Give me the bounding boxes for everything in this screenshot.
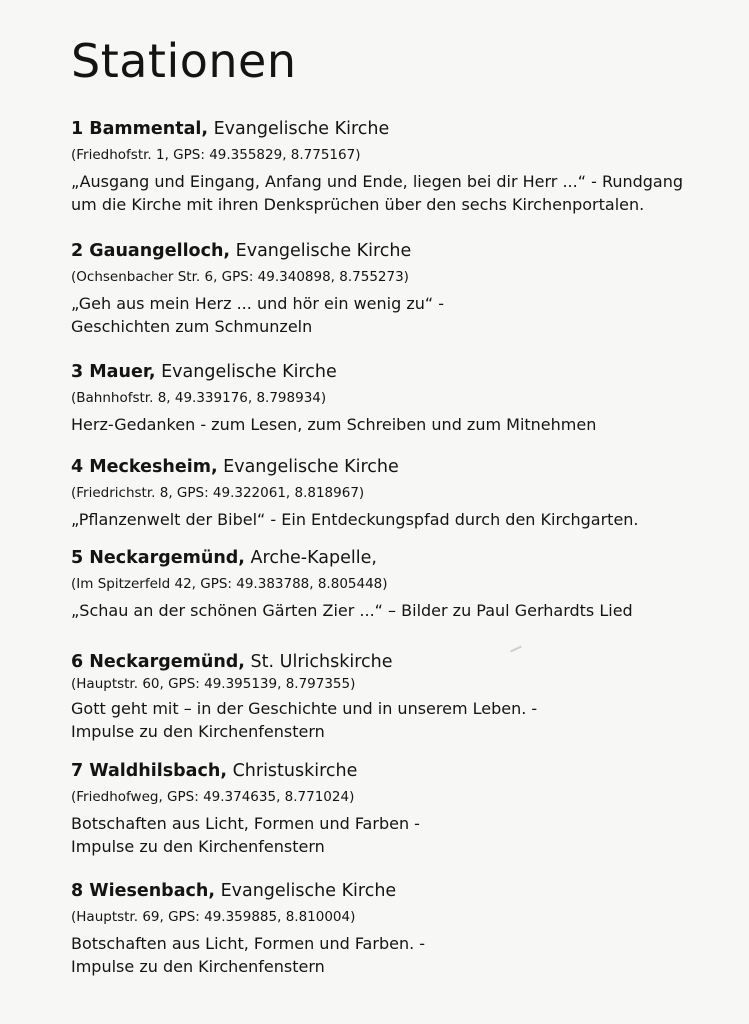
page-title: Stationen (71, 34, 297, 88)
station-church: St. Ulrichskirche (250, 652, 393, 672)
station-6 (71, 651, 719, 743)
station-church: Evangelische Kirche (161, 362, 337, 382)
station-heading (71, 456, 719, 478)
description-line: Gott geht mit – in der Geschichte und in unserem Leben. - (71, 699, 538, 718)
station-address: (Friedrichstr. 8, GPS: 49.322061, 8.818967) (71, 485, 365, 501)
station-2 (71, 240, 719, 338)
description-line: „Ausgang und Eingang, Anfang und Ende, liegen bei dir Herr ...“ - Rundgang (71, 172, 684, 191)
station-church: Arche-Kapelle, (250, 548, 377, 568)
description-line: „Schau an der schönen Gärten Zier ...“ – Bilder zu Paul Gerhardts Lied (71, 601, 633, 620)
station-address: (Hauptstr. 69, GPS: 49.359885, 8.810004) (71, 909, 356, 925)
station-heading (71, 651, 719, 673)
description-line: Impulse zu den Kirchenfenstern (71, 837, 325, 856)
description-line: „Geh aus mein Herz ... und hör ein wenig zu“ - (71, 294, 445, 313)
station-1 (71, 118, 719, 216)
station-name: 8 Wiesenbach, (71, 881, 215, 901)
station-address: (Im Spitzerfeld 42, GPS: 49.383788, 8.805448) (71, 576, 388, 592)
station-3 (71, 361, 719, 436)
station-description (71, 170, 719, 216)
description-line: Geschichten zum Schmunzeln (71, 317, 313, 336)
station-description (71, 292, 719, 338)
description-line: Impulse zu den Kirchenfenstern (71, 957, 325, 976)
station-8 (71, 880, 719, 978)
station-address: (Friedhofstr. 1, GPS: 49.355829, 8.775167) (71, 147, 361, 163)
description-line: Botschaften aus Licht, Formen und Farben - (71, 814, 420, 833)
description-line: „Pflanzenwelt der Bibel“ - Ein Entdeckungspfad durch den Kirchgarten. (71, 510, 639, 529)
station-address: (Hauptstr. 60, GPS: 49.395139, 8.797355) (71, 676, 356, 692)
station-name: 5 Neckargemünd, (71, 548, 245, 568)
station-heading (71, 760, 719, 782)
station-name: 1 Bammental, (71, 119, 209, 139)
station-address: (Bahnhofstr. 8, 49.339176, 8.798934) (71, 390, 327, 406)
description-line: um die Kirche mit ihren Denksprüchen über den sechs Kirchenportalen. (71, 195, 645, 214)
station-church: Evangelische Kirche (223, 457, 399, 477)
station-description (71, 599, 719, 622)
description-line: Herz-Gedanken - zum Lesen, zum Schreiben und zum Mitnehmen (71, 415, 597, 434)
station-description (71, 812, 719, 858)
station-description (71, 932, 719, 978)
station-5 (71, 547, 719, 622)
station-description (71, 508, 719, 531)
station-church: Evangelische Kirche (213, 119, 390, 139)
station-heading (71, 880, 719, 902)
station-name: 3 Mauer, (71, 362, 156, 382)
station-heading (71, 547, 719, 569)
description-line: Impulse zu den Kirchenfenstern (71, 722, 325, 741)
station-description (71, 413, 719, 436)
description-line: Botschaften aus Licht, Formen und Farben. - (71, 934, 426, 953)
station-name: 4 Meckesheim, (71, 457, 218, 477)
station-church: Evangelische Kirche (235, 241, 412, 261)
station-description (71, 697, 719, 743)
station-church: Christuskirche (232, 761, 358, 781)
station-name: 6 Neckargemünd, (71, 652, 245, 672)
station-name: 2 Gauangelloch, (71, 241, 231, 261)
station-heading (71, 361, 719, 383)
station-heading (71, 240, 719, 262)
station-7 (71, 760, 719, 858)
station-name: 7 Waldhilsbach, (71, 761, 227, 781)
station-heading (71, 118, 719, 140)
station-address: (Ochsenbacher Str. 6, GPS: 49.340898, 8.755273) (71, 269, 409, 285)
station-4 (71, 456, 719, 531)
station-address: (Friedhofweg, GPS: 49.374635, 8.771024) (71, 789, 355, 805)
station-church: Evangelische Kirche (220, 881, 397, 901)
